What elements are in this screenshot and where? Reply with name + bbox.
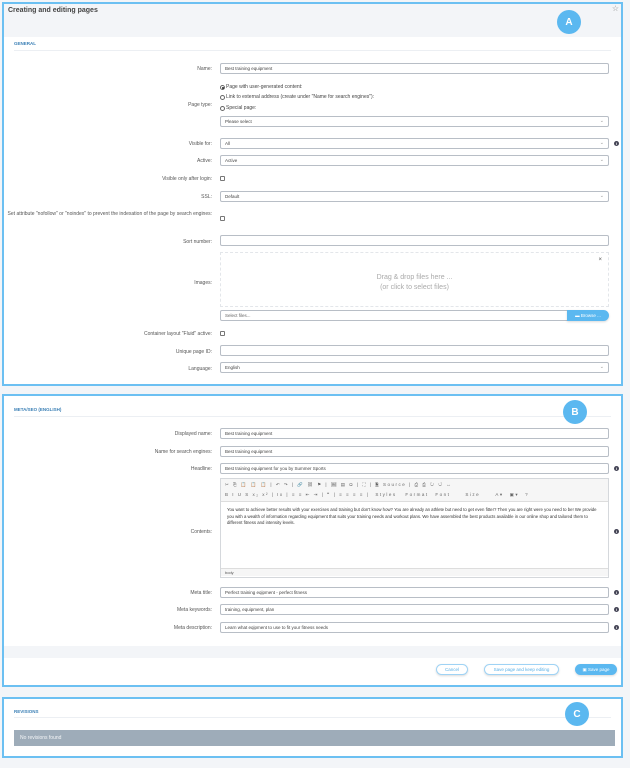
dropzone-text: Drag & drop files here ... [376, 274, 453, 281]
divider [14, 416, 611, 417]
save-icon: ▣ [582, 666, 588, 672]
text-color-icon[interactable]: A▾ [495, 492, 504, 497]
radio-label: Page with user-generated content: [226, 84, 303, 90]
radio-special-page[interactable] [220, 105, 256, 111]
meta-description-input[interactable]: Learn what eqipment to use to fit your fitness needs [220, 622, 609, 633]
save-page-button[interactable] [575, 664, 617, 675]
toolbar-row-2 [225, 492, 604, 498]
radio-external-link[interactable] [220, 94, 374, 100]
active-select[interactable]: Active ⌄ [220, 155, 609, 166]
image-dropzone[interactable] [220, 252, 609, 307]
browse-button[interactable] [567, 310, 609, 321]
save-keep-editing-button[interactable] [484, 664, 559, 675]
close-icon[interactable]: × [598, 257, 602, 263]
radio-user-content[interactable] [220, 84, 302, 90]
seo-name-input[interactable]: Best training equipment [220, 446, 609, 457]
ssl-select[interactable]: Default ⌄ [220, 191, 609, 202]
cancel-button[interactable] [436, 664, 468, 675]
meta-title-input[interactable]: Perfect training eqipment - perfect fitness [220, 587, 609, 598]
dropzone-subtext: (or click to select files) [380, 284, 449, 291]
fluid-checkbox[interactable] [220, 331, 225, 336]
language-select[interactable]: English ⌄ [220, 362, 609, 373]
badge-a: A [557, 10, 581, 34]
visible-for-label: Visible for: [188, 141, 212, 147]
page-type-label: Page type: [188, 102, 212, 108]
nofollow-label: Set attribute "nofollow" or "noindex" to prevent the indexation of the page by search engines: [7, 211, 212, 217]
format-buttons[interactable]: B I U S x₂ x² | Ix | ≡ ≡ ⇤ ⇥ | ❞ | ≡ ≡ ≡ ≡ | [225, 492, 370, 497]
folder-icon: ▬ [575, 313, 581, 318]
sort-number-input[interactable] [220, 235, 609, 246]
info-icon[interactable]: i [615, 590, 618, 595]
browse-label: Browse ... [580, 313, 601, 318]
badge-c: C [565, 702, 589, 726]
bg-color-icon[interactable]: ▣▾ [509, 492, 520, 497]
language-label: Language: [188, 366, 212, 372]
footer-separator [4, 646, 621, 658]
star-icon[interactable]: ☆ [611, 4, 619, 13]
size-dropdown[interactable]: Size [465, 492, 481, 497]
editor-status: body [221, 568, 608, 576]
contents-label: Contents: [190, 529, 212, 535]
info-icon[interactable]: i [615, 529, 618, 534]
nofollow-checkbox[interactable] [220, 216, 225, 221]
divider [14, 717, 611, 718]
badge-b: B [563, 400, 587, 424]
section-revisions: REVISIONS [14, 709, 39, 714]
fluid-label: Container layout "Fluid" active: [143, 331, 212, 337]
meta-panel [2, 394, 623, 687]
meta-description-label: Meta description: [173, 625, 212, 631]
help-icon[interactable]: ? [525, 492, 530, 497]
displayed-name-input[interactable]: Best training equipment [220, 428, 609, 439]
visible-login-label: Visible only after login: [162, 176, 212, 182]
displayed-name-label: Displayed name: [174, 431, 212, 437]
rich-text-editor[interactable] [220, 478, 609, 578]
save-keep-label: Save page and keep editing [493, 667, 550, 672]
section-meta: META/SEO (ENGLISH) [14, 407, 62, 412]
cancel-label: Cancel [444, 667, 459, 672]
no-revisions-message: No revisions found [14, 730, 615, 746]
info-icon[interactable]: i [615, 625, 618, 630]
info-icon[interactable]: i [615, 607, 618, 612]
styles-dropdown[interactable]: Styles [375, 492, 397, 497]
active-label: Active: [196, 158, 212, 164]
meta-title-label: Meta title: [190, 590, 212, 596]
name-label: Name: [197, 66, 212, 72]
radio-label: Link to external address (create under "Name for search engines"): [226, 94, 375, 100]
revisions-panel [2, 697, 623, 758]
radio-label: Special page: [226, 105, 257, 111]
font-dropdown[interactable]: Font [435, 492, 451, 497]
page-title: Creating and editing pages [8, 7, 98, 14]
visible-for-select[interactable]: All ⌄ [220, 138, 609, 149]
divider [14, 50, 611, 51]
ssl-label: SSL: [201, 194, 212, 200]
seo-name-label: Name for search engines: [154, 449, 212, 455]
section-general: GENERAL [14, 41, 37, 46]
meta-keywords-label: Meta keywords: [176, 607, 212, 613]
headline-input[interactable]: Best training equipment for you by Summer Sports [220, 463, 609, 474]
name-input[interactable]: Best training equipment [220, 63, 609, 74]
images-label: Images: [194, 280, 212, 286]
general-panel [2, 2, 623, 386]
sort-number-label: Sort number: [183, 239, 212, 245]
save-label: Save page [587, 667, 610, 672]
info-icon[interactable]: i [615, 466, 618, 471]
format-dropdown[interactable]: Format [405, 492, 429, 497]
unique-id-input[interactable] [220, 345, 609, 356]
editor-toolbar [221, 479, 608, 502]
meta-keywords-input[interactable]: training, equipment, plan [220, 604, 609, 615]
toolbar-row-1[interactable]: ✂ ⎘ 📋 📋 📋 | ↶ ↷ | 🔗 ⛓ ⚑ | 🖼 ▤ Ω | ⛶ | 🗎 Source | ⎙ ⎙ ↻ ↺ ↔ [225, 482, 453, 487]
editor-content[interactable]: You want to achieve better results with your exercises and training but don't know how? You are already an athlete but need to get even fitter? Then you are right were you need to be! We provide you with a wealth of information regarding equipment that suits your training needs and workout plans. We have assembled the best products available in our online shop and tailored them to different fitness and intensity levels. [227, 507, 597, 525]
select-files-input[interactable]: Select files... [220, 310, 570, 321]
unique-id-label: Unique page ID: [175, 349, 212, 355]
special-page-select[interactable]: Please select ⌄ [220, 116, 609, 127]
visible-login-checkbox[interactable] [220, 176, 225, 181]
info-icon[interactable]: i [615, 141, 618, 146]
headline-label: Headline: [190, 466, 212, 472]
